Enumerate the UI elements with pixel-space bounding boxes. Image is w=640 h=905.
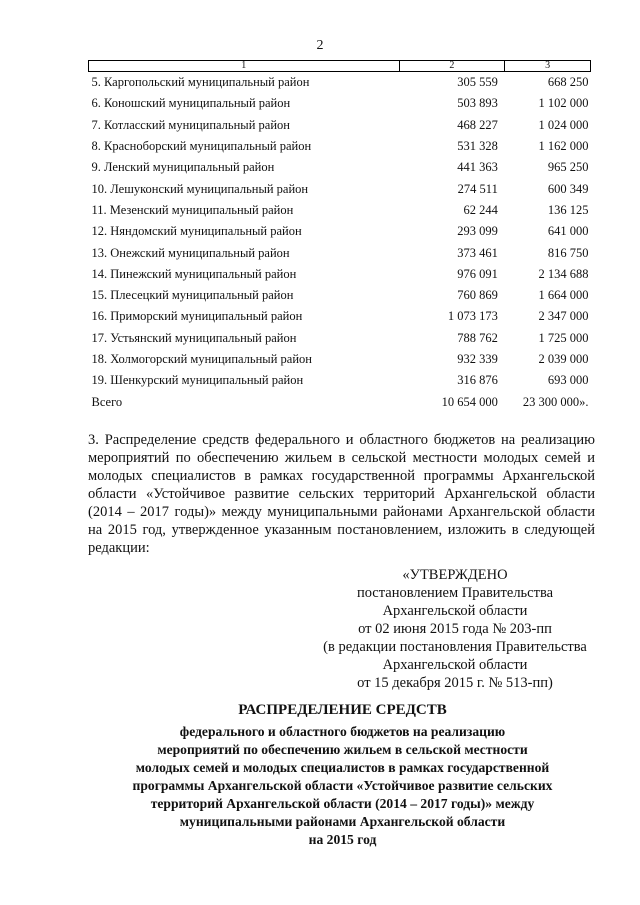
table-body [89,72,591,413]
federal-amount-cell: 274 511 [457,181,498,196]
approval-line: Архангельской области [382,657,528,673]
approval-line: «УТВЕРЖДЕНО [402,567,508,583]
total-amount-cell: 668 250 [547,75,589,90]
table-row [89,370,591,391]
total-amount-cell: 693 000 [547,373,589,388]
budget-distribution-table [88,60,591,413]
page-number: 2 [316,38,324,53]
district-name-cell: 11. Мезенский муниципальный район [91,202,294,217]
federal-amount-cell: 760 869 [457,288,498,303]
table-row [89,349,591,370]
table-header-row [89,61,591,72]
total-amount-cell: 1 162 000 [538,139,589,154]
district-name-cell: 16. Приморский муниципальный район [91,309,303,324]
federal-amount-cell: 503 893 [457,96,498,111]
district-name-cell: 8. Красноборский муниципальный район [91,139,312,154]
federal-amount-cell: 788 762 [457,330,498,345]
total-amount-cell: 641 000 [547,224,589,239]
total-amount-cell: 2 039 000 [538,352,589,366]
amendment-paragraph: 3. Распределение средств федерального и областного бюджетов на реализацию мероприятий по обеспечению жильем в сельской местности молодых семей и молодых специалистов в рамках государственной программы Архангельской области «Устойчивое развитие сельских территорий Архангельской области (2014 – 2017 годы)» между муниципальными районами Архангельской области на 2015 год, утвержденное указанным постановлением, изложить в следующей редакции: [88,432,595,556]
column-header-1: 1 [89,61,400,72]
federal-amount-cell: 316 876 [457,373,498,388]
district-name-cell: 17. Устьянский муниципальный район [91,330,297,345]
district-name-cell: 19. Шенкурский муниципальный район [91,373,304,388]
district-name-cell: 18. Холмогорский муниципальный район [91,352,312,366]
table-row [89,391,591,412]
table-row [89,93,591,114]
table-row [89,136,591,157]
district-name-cell: 7. Котласский муниципальный район [91,117,290,132]
district-name-cell: 13. Онежский муниципальный район [91,245,290,260]
table-row [89,285,591,306]
approval-line: от 02 июня 2015 года № 203-пп [358,621,552,637]
document-subtitle [80,723,605,849]
subtitle-line: федерального и областного бюджетов на реализацию [179,724,506,739]
total-amount-cell: 1 024 000 [538,117,589,132]
federal-amount-cell: 468 227 [457,117,498,132]
total-amount-cell: 23 300 000». [522,394,589,409]
table-row [89,306,591,327]
table-row [89,221,591,242]
table-row [89,157,591,178]
federal-amount-cell: 1 073 173 [447,309,498,324]
federal-amount-cell: 441 363 [457,160,498,175]
district-name-cell: 9. Ленский муниципальный район [91,160,275,175]
district-name-cell: Всего [91,394,123,409]
federal-amount-cell: 305 559 [457,75,498,90]
table-row [89,328,591,349]
total-amount-cell: 1 102 000 [538,96,589,111]
subtitle-line: территорий Архангельской области (2014 – 2017 годы)» между [150,796,535,811]
table-row [89,115,591,136]
subtitle-line: муниципальными районами Архангельской области [179,814,506,829]
document-title: РАСПРЕДЕЛЕНИЕ СРЕДСТВ [238,702,447,718]
column-header-2: 2 [399,61,505,72]
district-name-cell: 15. Плесецкий муниципальный район [91,288,294,303]
total-amount-cell: 600 349 [547,181,589,196]
total-amount-cell: 2 347 000 [538,309,589,324]
approval-block [305,566,605,692]
total-amount-cell: 816 750 [547,245,589,260]
district-name-cell: 10. Лешуконский муниципальный район [91,181,309,196]
district-name-cell: 6. Коношский муниципальный район [91,96,291,111]
subtitle-line: программы Архангельской области «Устойчивое развитие сельских [132,778,553,793]
federal-amount-cell: 293 099 [457,224,498,239]
subtitle-line: на 2015 год [308,832,377,847]
district-name-cell: 14. Пинежский муниципальный район [91,266,297,281]
table-row [89,72,591,94]
table-row [89,178,591,199]
approval-line: Архангельской области [382,603,528,619]
federal-amount-cell: 976 091 [457,266,498,281]
total-amount-cell: 136 125 [547,202,589,217]
table-row [89,242,591,263]
subtitle-line: мероприятий по обеспечению жильем в сельской местности [157,742,528,757]
table-row [89,200,591,221]
approval-line: постановлением Правительства [356,585,554,601]
federal-amount-cell: 373 461 [457,245,498,260]
table-row [89,264,591,285]
column-header-3: 3 [505,61,591,72]
total-amount-cell: 1 664 000 [538,288,589,303]
federal-amount-cell: 932 339 [457,352,498,366]
federal-amount-cell: 531 328 [457,139,498,154]
federal-amount-cell: 62 244 [463,202,498,217]
district-name-cell: 12. Няндомский муниципальный район [91,224,302,239]
federal-amount-cell: 10 654 000 [441,394,498,409]
approval-line: от 15 декабря 2015 г. № 513-пп) [357,675,553,691]
total-amount-cell: 965 250 [547,160,589,175]
total-amount-cell: 2 134 688 [538,266,589,281]
district-name-cell: 5. Каргопольский муниципальный район [91,75,310,90]
approval-line: (в редакции постановления Правительства [323,639,587,655]
subtitle-line: молодых семей и молодых специалистов в рамках государственной [135,760,550,775]
total-amount-cell: 1 725 000 [538,330,589,345]
